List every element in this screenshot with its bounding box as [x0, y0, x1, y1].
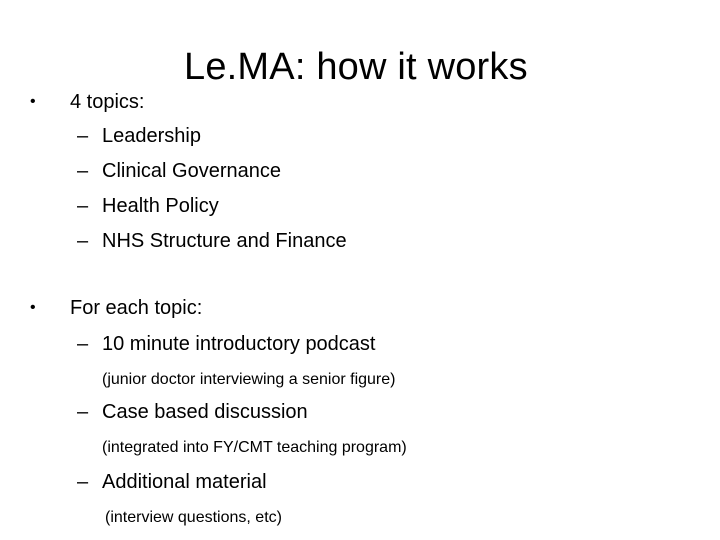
format-label: Additional material — [102, 471, 267, 493]
topic-label: Leadership — [102, 125, 201, 147]
dash-icon: – — [77, 401, 89, 423]
dash-icon: – — [77, 125, 89, 147]
topic-item-nhs-structure — [77, 229, 347, 253]
format-note-podcast: (junior doctor interviewing a senior figure) — [102, 371, 396, 388]
dash-icon: – — [77, 471, 89, 493]
bullet-for-each-topic — [30, 296, 202, 320]
bullet-text: For each topic: — [70, 297, 203, 319]
format-note-case-discussion: (integrated into FY/CMT teaching program) — [102, 439, 407, 456]
format-item-podcast — [77, 332, 376, 356]
format-item-additional-material — [77, 470, 267, 494]
topic-label: Health Policy — [102, 195, 219, 217]
dash-icon: – — [77, 333, 89, 355]
bullet-topics — [30, 90, 144, 114]
slide-title: Le.MA: how it works — [184, 46, 528, 88]
dash-icon: – — [77, 230, 89, 252]
bullet-text: 4 topics: — [70, 91, 145, 113]
topic-item-clinical-governance — [77, 159, 281, 183]
bullet-icon: • — [30, 93, 36, 110]
topic-item-leadership — [77, 124, 201, 148]
topic-label: NHS Structure and Finance — [102, 230, 347, 252]
dash-icon: – — [77, 160, 89, 182]
topic-item-health-policy — [77, 194, 219, 218]
format-item-case-discussion — [77, 400, 308, 424]
topic-label: Clinical Governance — [102, 160, 281, 182]
bullet-icon: • — [30, 299, 36, 316]
dash-icon: – — [77, 195, 89, 217]
format-label: 10 minute introductory podcast — [102, 333, 376, 355]
format-note-additional-material: (interview questions, etc) — [105, 509, 282, 526]
format-label: Case based discussion — [102, 401, 308, 423]
